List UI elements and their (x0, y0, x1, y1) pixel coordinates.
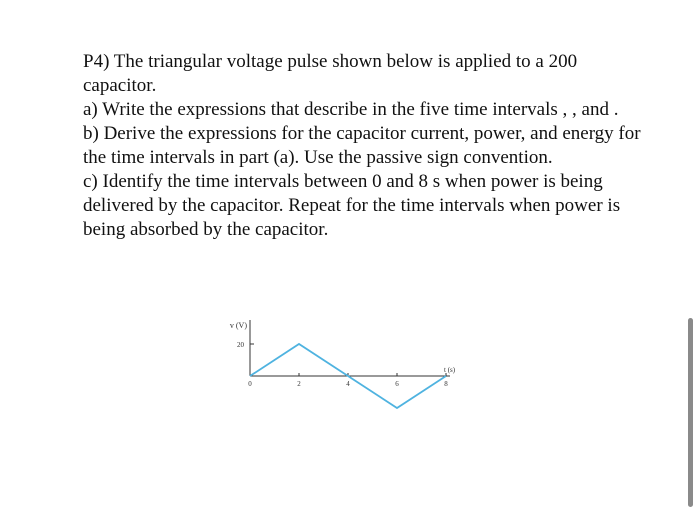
x-tick-label: 6 (395, 380, 399, 388)
y-axis-label: v (V) (229, 321, 247, 330)
voltage-pulse-figure (200, 312, 490, 422)
x-axis-label: t (s) (444, 366, 456, 374)
x-tick-label: 0 (248, 380, 252, 388)
scrollbar[interactable] (688, 318, 693, 507)
x-tick-label: 2 (297, 380, 301, 388)
x-tick-label: 8 (444, 380, 448, 388)
voltage-pulse-chart (200, 312, 490, 422)
problem-intro: P4) The triangular voltage pulse shown below is applied to a 200 capacitor. (83, 51, 578, 96)
y-tick-label: 20 (237, 341, 244, 349)
problem-part-c: c) Identify the time intervals between 0 and 8 s when power is being delivered by the capacitor. Repeat for the time intervals when power is being absorbed by the capacitor. (83, 171, 621, 240)
x-tick-label: 4 (346, 380, 350, 388)
problem-statement (83, 50, 643, 242)
problem-part-b: b) Derive the expressions for the capacitor current, power, and energy for the time intervals in part (a). Use the passive sign convention. (83, 123, 641, 168)
problem-part-a: a) Write the expressions that describe in the five time intervals , , and . (83, 99, 619, 120)
